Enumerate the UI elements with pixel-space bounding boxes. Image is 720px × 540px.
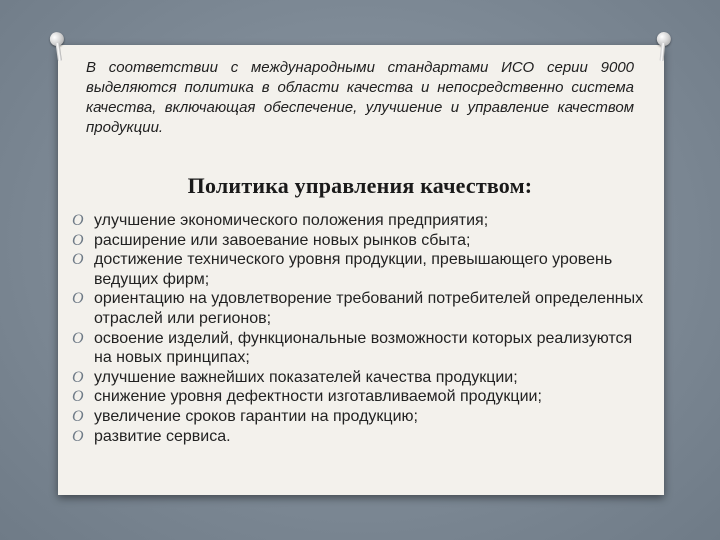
list-item-text: снижение уровня дефектности изготавливаемой продукции; [94,388,542,406]
list-item-text: улучшение экономического положения предприятия; [94,212,489,229]
list-item [72,211,652,231]
list-item [72,250,652,289]
bullet-icon: O [72,368,84,386]
list-item-text: освоение изделий, функциональные возможности которых реализуются на новых принципах; [94,329,633,367]
list-item [72,231,652,251]
list-item-text: ориентацию на удовлетворение требований потребителей определенных отраслей или регионов; [94,290,644,327]
bullet-icon: O [72,212,84,229]
list-item [72,407,652,427]
bullet-icon: O [72,231,84,249]
bullet-icon: O [72,251,84,269]
list-item-text: увеличение сроков гарантии на продукцию; [94,407,418,425]
intro-paragraph: В соответствии с международными стандартами ИСО серии 9000 выделяются политика в области качества и непосредственно система качества, включающая обеспечение, улучшение и управление качеством продукции. [86,59,634,136]
bullet-icon: O [72,407,84,425]
list-item [72,427,652,447]
bullet-icon: O [72,427,84,445]
list-item [72,368,652,388]
list-item-text: улучшение важнейших показателей качества продукции; [94,368,518,386]
list-item-text: расширение или завоевание новых рынков сбыта; [94,231,471,249]
list-item [72,289,652,328]
bullet-icon: O [72,388,84,406]
list-item-text: развитие сервиса. [94,427,231,445]
list-item-text: достижение технического уровня продукции, превышающего уровень ведущих фирм; [94,251,613,288]
section-heading: Политика управления качеством: [187,173,533,198]
pushpin-icon [49,31,67,63]
policy-list [72,211,652,446]
pushpin-icon [654,31,671,62]
bullet-icon: O [72,329,84,347]
bullet-icon: O [72,290,84,308]
list-item [72,329,652,368]
list-item [72,387,652,407]
